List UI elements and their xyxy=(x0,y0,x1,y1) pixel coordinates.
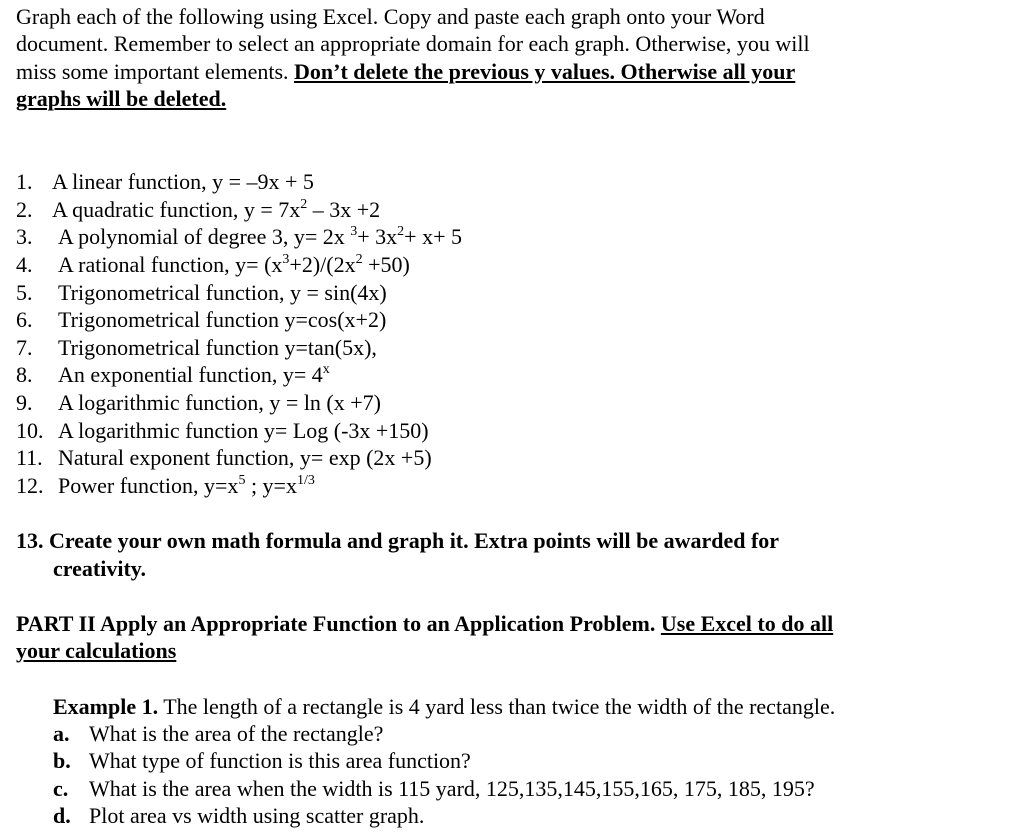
example-item-text: What is the area of the rectangle? xyxy=(89,721,384,746)
example-item-text: What is the area when the width is 115 yard, 125,135,145,155,165, 175, 185, 195? xyxy=(89,776,815,801)
list-item-text: Trigonometrical function y=tan(5x), xyxy=(58,335,377,360)
list-item-number: 12. xyxy=(16,473,44,498)
intro-line-3-plain: miss some important elements. xyxy=(16,59,295,84)
list-item-number: 7. xyxy=(16,335,33,360)
example-item-letter: b. xyxy=(53,748,71,773)
intro-line-3 xyxy=(16,58,795,85)
list-item-text: Natural exponent function, y= exp (2x +5) xyxy=(58,445,432,470)
superscript: 3 xyxy=(350,224,358,239)
list-item-text: A linear function, y = –9x + 5 xyxy=(52,169,314,194)
list-item-number: 9. xyxy=(16,390,33,415)
part2-heading xyxy=(16,610,833,637)
list-item-number: 3. xyxy=(16,224,33,249)
list-item-number: 4. xyxy=(16,252,33,277)
example-item-letter: c. xyxy=(53,776,69,801)
superscript: 5 xyxy=(238,473,246,488)
example-item-letter: a. xyxy=(53,721,70,746)
part2-bold: PART II Apply an Appropriate Function to an Application Problem. xyxy=(16,611,661,636)
example-label: Example 1. xyxy=(53,694,159,719)
superscript: 2 xyxy=(300,197,308,212)
example-item-letter: d. xyxy=(53,803,71,828)
superscript: 2 xyxy=(355,252,363,267)
list-item-number: 1. xyxy=(16,169,33,194)
list-item-text: A quadratic function, $y = 7x^2 - 3x +2$ xyxy=(52,197,381,222)
list-item-number: 10. xyxy=(16,418,44,443)
list-item-text: A rational function, $y= (x^3+2)/(2x^2 +50)$ xyxy=(58,252,410,277)
superscript: 2 xyxy=(397,224,405,239)
part2-underline-1: Use Excel to do all xyxy=(660,611,834,636)
superscript: x xyxy=(322,362,330,377)
superscript: 1/3 xyxy=(296,473,315,488)
list-item-text: Trigonometrical function y=cos(x+2) xyxy=(58,307,387,332)
intro-line-1: Graph each of the following using Excel. Copy and paste each graph onto your Word xyxy=(16,4,765,29)
list-item-number: 6. xyxy=(16,307,33,332)
example-heading xyxy=(53,693,835,720)
part2-underline-2: your calculations xyxy=(16,638,177,663)
item-13-line-2: creativity. xyxy=(53,556,147,581)
list-item-text: A logarithmic function y= Log (-3x +150) xyxy=(58,418,429,443)
example-item-text: Plot area vs width using scatter graph. xyxy=(89,803,425,828)
intro-line-2: document. Remember to select an appropriate domain for each graph. Otherwise, you will xyxy=(16,31,810,56)
list-item-text: An exponential function, $y= 4^x$ xyxy=(58,362,330,387)
list-item-text: Trigonometrical function, y = sin(4x) xyxy=(58,280,387,305)
list-item-number: 11. xyxy=(16,445,43,470)
list-item-number: 8. xyxy=(16,362,33,387)
item-13-line-1: 13. Create your own math formula and graph it. Extra points will be awarded for xyxy=(16,528,780,553)
intro-warning-bold: Don’t delete the previous y values. Otherwise all your xyxy=(294,59,796,84)
example-item-text: What type of function is this area function? xyxy=(89,748,471,773)
list-item-text: A polynomial of degree 3, y= 2x $^3+ 3x^2+ x+ 5$ xyxy=(58,224,462,249)
intro-line-4: graphs will be deleted. xyxy=(16,86,227,111)
example-text: The length of a rectangle is 4 yard less than twice the width of the rectangle. xyxy=(158,694,836,719)
list-item-text: Power function, $y=x^5$ ; $y=x^{1/3}$ xyxy=(58,473,315,498)
list-item-number: 5. xyxy=(16,280,33,305)
superscript: 3 xyxy=(282,252,290,267)
list-item-text: A logarithmic function, y = ln (x +7) xyxy=(58,390,381,415)
list-item-number: 2. xyxy=(16,197,33,222)
